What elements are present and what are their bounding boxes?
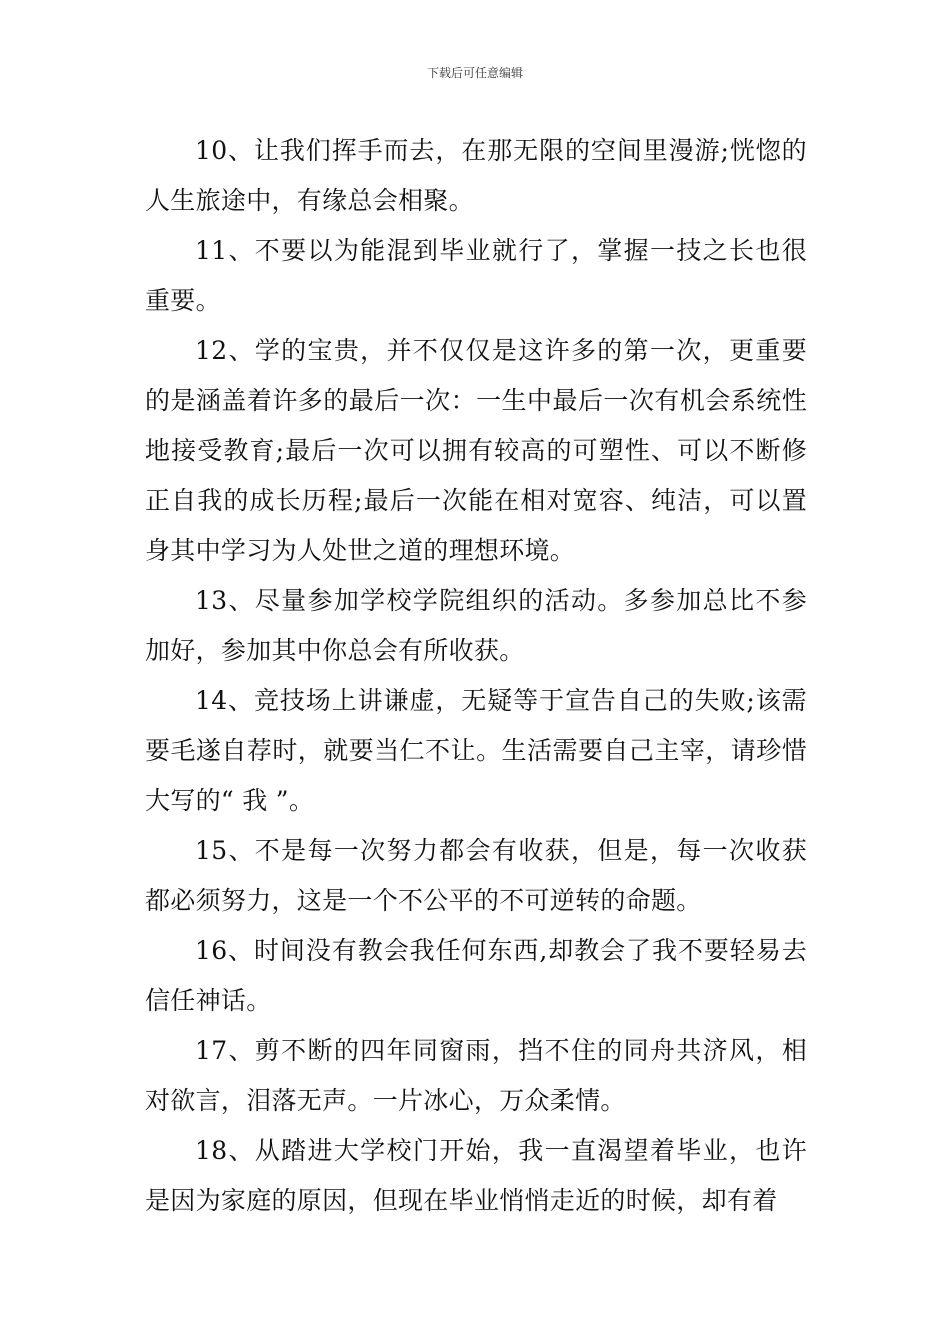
document-body bbox=[145, 126, 807, 1226]
page-header: 下载后可任意编辑 bbox=[426, 66, 523, 80]
paragraph-13: 13、尽量参加学校学院组织的活动。多参加总比不参加好，参加其中你总会有所收获。 bbox=[145, 586, 807, 665]
paragraph-12: 12、学的宝贵，并不仅仅是这许多的第一次，更重要的是涵盖着许多的最后一次：一生中最后一次有机会系统性地接受教育;最后一次可以拥有较高的可塑性、可以不断修正自我的成长历程;最后一次能在相对宽容、纯洁，可以置身其中学习为人处世之道的理想环境。 bbox=[145, 336, 807, 565]
paragraph-11: 11、不要以为能混到毕业就行了，掌握一技之长也很重要。 bbox=[145, 236, 807, 315]
paragraph-18: 18、从踏进大学校门开始，我一直渴望着毕业，也许是因为家庭的原因，但现在毕业悄悄走近的时候，却有着 bbox=[145, 1136, 807, 1215]
paragraph-15: 15、不是每一次努力都会有收获，但是，每一次收获都必须努力，这是一个不公平的不可逆转的命题。 bbox=[145, 836, 807, 915]
paragraph-16: 16、时间没有教会我任何东西,却教会了我不要轻易去信任神话。 bbox=[145, 936, 807, 1015]
paragraph-10: 10、让我们挥手而去，在那无限的空间里漫游;恍惚的人生旅途中，有缘总会相聚。 bbox=[145, 136, 807, 215]
paragraph-17: 17、剪不断的四年同窗雨，挡不住的同舟共济风，相对欲言，泪落无声。一片冰心，万众柔情。 bbox=[145, 1036, 807, 1115]
paragraph-14: 14、竞技场上讲谦虚，无疑等于宣告自己的失败;该需要毛遂自荐时，就要当仁不让。生活需要自己主宰，请珍惜大写的“ 我 ”。 bbox=[145, 686, 807, 815]
